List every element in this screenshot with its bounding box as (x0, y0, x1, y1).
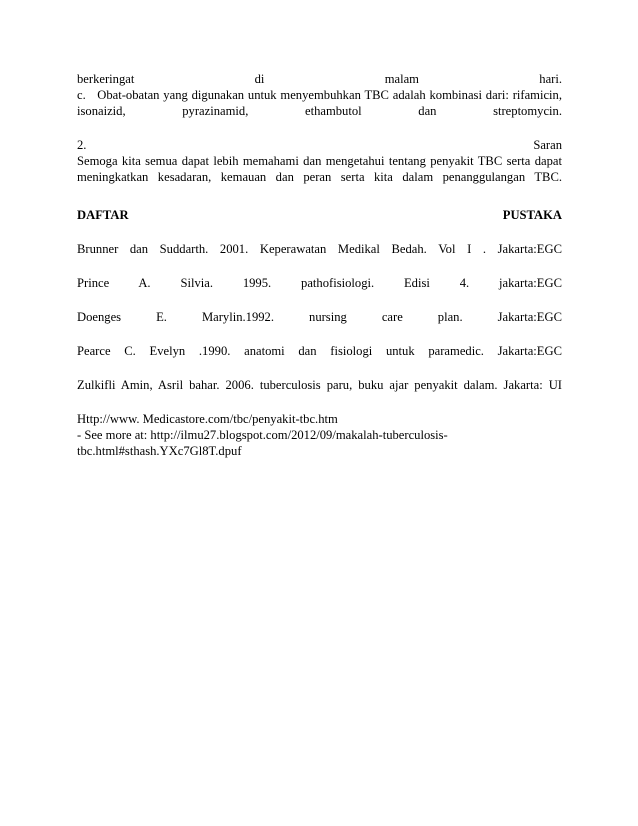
saran-text-line-1: Semoga kita semua dapat lebih memahami dan mengetahui tentang penyakit TBC serta dapat (77, 154, 562, 168)
page-content (77, 71, 562, 459)
heading-left: DAFTAR (77, 208, 129, 222)
section-2-heading (77, 137, 562, 153)
item-c-line-1: c. Obat-obatan yang digunakan untuk menyembuhkan TBC adalah kombinasi dari: rifamicin, (77, 88, 562, 102)
word: hari. (539, 72, 562, 86)
word: di (254, 72, 265, 86)
bibliography-heading (77, 207, 562, 223)
heading-right: PUSTAKA (502, 208, 562, 222)
section-number: 2. (77, 138, 87, 152)
reference-item: Pearce C. Evelyn .1990. anatomi dan fisiologi untuk paramedic. Jakarta:EGC (77, 344, 562, 358)
web-reference-see-more-cont: tbc.html#sthash.YXc7Gl8T.dpuf (77, 444, 242, 458)
word: malam (384, 72, 419, 86)
reference-item: Zulkifli Amin, Asril bahar. 2006. tuberculosis paru, buku ajar penyakit dalam. Jakarta: UI (77, 378, 562, 392)
intro-line-1 (77, 71, 562, 87)
section-title: Saran (533, 138, 562, 152)
item-c-line-2: isonaizid, pyrazinamid, ethambutol dan streptomycin. (77, 104, 562, 118)
reference-item: Brunner dan Suddarth. 2001. Keperawatan Medikal Bedah. Vol I . Jakarta:EGC (77, 242, 562, 256)
web-reference-see-more: - See more at: http://ilmu27.blogspot.com/2012/09/makalah-tuberculosis- (77, 428, 448, 442)
reference-item: Doenges E. Marylin.1992. nursing care plan. Jakarta:EGC (77, 310, 562, 324)
reference-item: Prince A. Silvia. 1995. pathofisiologi. Edisi 4. jakarta:EGC (77, 276, 562, 290)
word: berkeringat (77, 72, 135, 86)
web-reference-url: Http://www. Medicastore.com/tbc/penyakit-tbc.htm (77, 412, 338, 426)
saran-text-line-2: meningkatkan kesadaran, kemauan dan peran serta kita dalam penanggulangan TBC. (77, 170, 562, 184)
